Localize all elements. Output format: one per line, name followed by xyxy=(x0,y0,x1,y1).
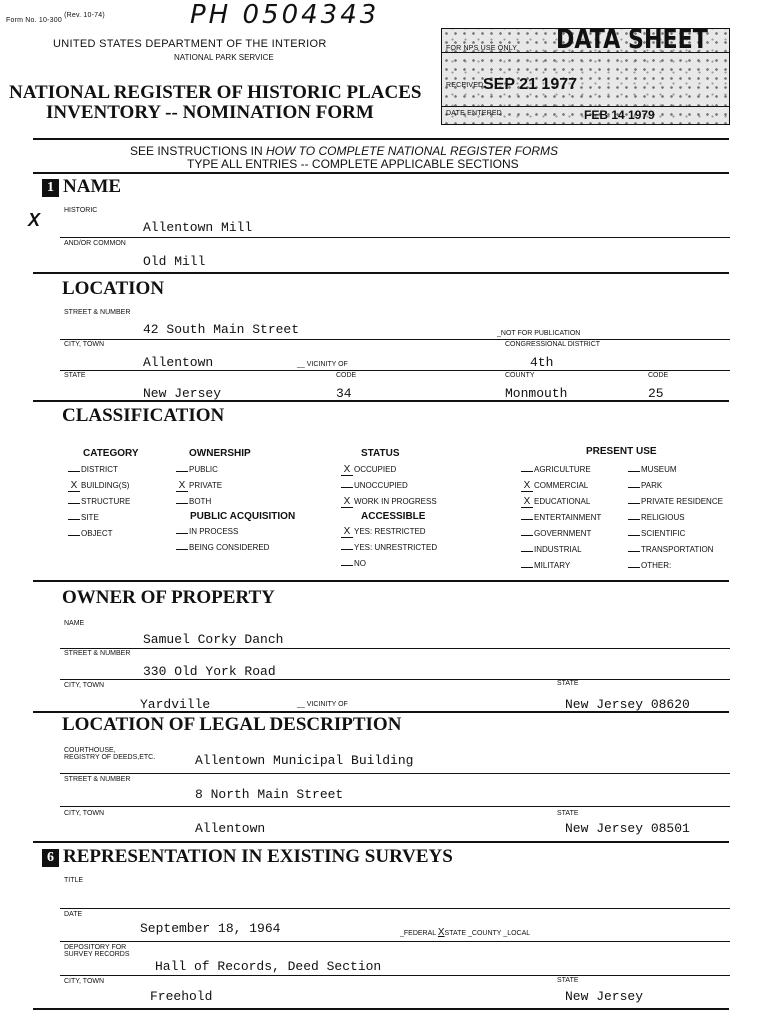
checkbox-educational[interactable]: X EDUCATIONAL xyxy=(521,494,601,510)
service-name: NATIONAL PARK SERVICE xyxy=(174,53,274,62)
survey-title-label: TITLE xyxy=(64,877,84,884)
checkbox-commercial[interactable]: X COMMERCIAL xyxy=(521,478,601,494)
divider xyxy=(60,773,730,774)
courthouse-value: Allentown Municipal Building xyxy=(195,753,414,768)
congressional-district-label: CONGRESSIONAL DISTRICT xyxy=(505,341,601,348)
survey-city-label: CITY, TOWN xyxy=(64,978,105,985)
checkbox-religious[interactable]: RELIGIOUS xyxy=(628,510,723,526)
checkbox-federal[interactable]: _FEDERAL xyxy=(400,930,436,937)
checkbox-in-process[interactable]: IN PROCESS xyxy=(176,524,295,540)
present-use-column-b xyxy=(628,462,723,574)
present-use-column-a xyxy=(521,462,601,574)
city-value: Allentown xyxy=(143,355,214,370)
checkbox-industrial[interactable]: INDUSTRIAL xyxy=(521,542,601,558)
public-acquisition-heading: PUBLIC ACQUISITION xyxy=(190,511,296,522)
county-code-label: CODE xyxy=(648,372,669,379)
checkbox-site[interactable]: SITE xyxy=(68,510,139,526)
checkbox-park[interactable]: PARK xyxy=(628,478,723,494)
owner-name-label: NAME xyxy=(64,620,85,627)
county-label: COUNTY xyxy=(505,372,535,379)
status-heading: STATUS xyxy=(361,448,400,459)
section-legal-description-title: LOCATION OF LEGAL DESCRIPTION xyxy=(62,714,402,735)
checkbox-work-in-progress[interactable]: X WORK IN PROGRESS xyxy=(341,494,437,510)
divider xyxy=(33,841,729,843)
form-title-line2: INVENTORY -- NOMINATION FORM xyxy=(46,102,374,123)
checkbox-being-considered[interactable]: BEING CONSIDERED xyxy=(176,540,295,556)
common-name-value: Old Mill xyxy=(143,254,206,269)
county-value: Monmouth xyxy=(505,386,568,401)
divider xyxy=(33,400,729,402)
section-location-title: LOCATION xyxy=(62,278,165,299)
congressional-district-value: 4th xyxy=(530,355,554,370)
checkbox-state[interactable]: XSTATE xyxy=(437,927,467,938)
handwritten-id: PH 0504343 xyxy=(190,0,380,30)
vicinity-of-label: __ VICINITY OF xyxy=(297,361,348,368)
divider xyxy=(60,908,730,909)
section-owner-title: OWNER OF PROPERTY xyxy=(62,587,275,608)
legal-street-label: STREET & NUMBER xyxy=(64,776,131,783)
courthouse-label: COURTHOUSE, REGISTRY OF DEEDS,ETC. xyxy=(64,747,156,761)
checkbox-both[interactable]: BOTH xyxy=(176,494,295,510)
historic-label: HISTORIC xyxy=(64,207,98,214)
date-entered-stamp: FEB 14 1979 xyxy=(584,108,655,122)
divider xyxy=(60,975,730,976)
not-for-publication: _NOT FOR PUBLICATION xyxy=(497,330,581,337)
checkbox-yes-unrestricted[interactable]: YES: UNRESTRICTED xyxy=(341,540,437,556)
checkbox-museum[interactable]: MUSEUM xyxy=(628,462,723,478)
street-value: 42 South Main Street xyxy=(143,322,300,337)
accessible-heading: ACCESSIBLE xyxy=(361,511,426,522)
owner-name-value: Samuel Corky Danch xyxy=(143,632,284,647)
historic-name-value: Allentown Mill xyxy=(143,220,253,235)
state-label: STATE xyxy=(64,372,86,379)
divider xyxy=(60,237,730,238)
form-number: Form No. 10-300 (Rev. 10-74) xyxy=(6,12,105,24)
checkbox-occupied[interactable]: X OCCUPIED xyxy=(341,462,437,478)
legal-street-value: 8 North Main Street xyxy=(195,787,344,802)
category-column xyxy=(68,445,139,542)
divider xyxy=(60,370,730,371)
checkbox-district[interactable]: DISTRICT xyxy=(68,462,139,478)
divider xyxy=(33,272,729,274)
state-value: New Jersey xyxy=(143,386,222,401)
divider xyxy=(33,138,729,140)
present-use-heading: PRESENT USE xyxy=(586,446,657,457)
section-surveys-title: 6 REPRESENTATION IN EXISTING SURVEYS xyxy=(42,846,453,868)
depository-value: Hall of Records, Deed Section xyxy=(155,959,382,974)
survey-date-label: DATE xyxy=(64,911,83,918)
checkbox-entertainment[interactable]: ENTERTAINMENT xyxy=(521,510,601,526)
checkbox-scientific[interactable]: SCIENTIFIC xyxy=(628,526,723,542)
checkbox-structure[interactable]: STRUCTURE xyxy=(68,494,139,510)
divider xyxy=(60,941,730,942)
survey-level-options xyxy=(400,927,530,938)
section-classification-title: CLASSIFICATION xyxy=(62,405,225,426)
owner-state-value: New Jersey 08620 xyxy=(565,697,690,712)
survey-state-value: New Jersey xyxy=(565,989,644,1004)
city-label: CITY, TOWN xyxy=(64,341,105,348)
ownership-heading: OWNERSHIP xyxy=(189,448,251,459)
divider xyxy=(33,172,729,174)
for-nps-label: FOR NPS USE ONLY xyxy=(446,45,518,52)
checkbox-agriculture[interactable]: AGRICULTURE xyxy=(521,462,601,478)
received-label: RECEIVED xyxy=(446,82,484,89)
checkbox-unoccupied[interactable]: UNOCCUPIED xyxy=(341,478,437,494)
checkbox-other[interactable]: OTHER: xyxy=(628,558,723,574)
divider xyxy=(60,806,730,807)
checkbox-military[interactable]: MILITARY xyxy=(521,558,601,574)
received-date-stamp: SEP 21 1977 xyxy=(483,76,578,93)
owner-street-label: STREET & NUMBER xyxy=(64,650,131,657)
divider xyxy=(441,106,730,107)
divider xyxy=(33,711,729,713)
legal-state-label: STATE xyxy=(557,810,579,817)
common-name-label: AND/OR COMMON xyxy=(64,240,126,247)
data-sheet-stamp: DATA SHEET xyxy=(556,24,708,55)
legal-city-label: CITY, TOWN xyxy=(64,810,105,817)
owner-city-label: CITY, TOWN xyxy=(64,682,105,689)
checkbox-transportation[interactable]: TRANSPORTATION xyxy=(628,542,723,558)
county-code-value: 25 xyxy=(648,386,664,401)
status-column xyxy=(341,445,437,572)
checkbox-local[interactable]: _LOCAL xyxy=(503,930,531,937)
state-code-value: 34 xyxy=(336,386,352,401)
divider xyxy=(441,52,730,53)
divider xyxy=(33,580,729,582)
section-number-6: 6 xyxy=(42,849,59,867)
divider xyxy=(60,648,730,649)
checkbox-yes-restricted[interactable]: X YES: RESTRICTED xyxy=(341,524,437,540)
divider xyxy=(33,1008,729,1010)
checkbox-government[interactable]: GOVERNMENT xyxy=(521,526,601,542)
ownership-column xyxy=(176,445,295,556)
checkbox-no[interactable]: NO xyxy=(341,556,437,572)
owner-state-label: STATE xyxy=(557,680,579,687)
survey-date-value: September 18, 1964 xyxy=(140,921,281,936)
checkbox-private[interactable]: X PRIVATE xyxy=(176,478,295,494)
form-title-line1: NATIONAL REGISTER OF HISTORIC PLACES xyxy=(9,82,422,103)
checkbox-private-residence[interactable]: PRIVATE RESIDENCE xyxy=(628,494,723,510)
instructions-line1: SEE INSTRUCTIONS IN HOW TO COMPLETE NATIONAL REGISTER FORMS xyxy=(130,144,559,158)
handwritten-check-mark: X xyxy=(28,210,41,230)
survey-state-label: STATE xyxy=(557,977,579,984)
department-name: UNITED STATES DEPARTMENT OF THE INTERIOR xyxy=(53,38,327,50)
survey-city-value: Freehold xyxy=(150,989,213,1004)
divider xyxy=(60,339,730,340)
code-label: CODE xyxy=(336,372,357,379)
section-number-1: 1 xyxy=(42,179,59,197)
category-heading: CATEGORY xyxy=(83,448,139,459)
checkbox-object[interactable]: OBJECT xyxy=(68,526,139,542)
legal-city-value: Allentown xyxy=(195,821,266,836)
instructions-line2: TYPE ALL ENTRIES -- COMPLETE APPLICABLE SECTIONS xyxy=(187,157,519,171)
checkbox-county[interactable]: _COUNTY xyxy=(468,930,502,937)
section-name-title: 1 NAME xyxy=(42,176,121,198)
checkbox-public[interactable]: PUBLIC xyxy=(176,462,295,478)
checkbox-buildings[interactable]: X BUILDING(S) xyxy=(68,478,139,494)
divider xyxy=(60,679,730,680)
date-entered-label: DATE ENTERED xyxy=(446,110,502,117)
owner-city-value: Yardville xyxy=(140,697,211,712)
legal-state-value: New Jersey 08501 xyxy=(565,821,690,836)
street-label: STREET & NUMBER xyxy=(64,309,131,316)
owner-street-value: 330 Old York Road xyxy=(143,664,276,679)
depository-label: DEPOSITORY FOR SURVEY RECORDS xyxy=(64,944,130,958)
owner-vicinity-label: __ VICINITY OF xyxy=(297,701,348,708)
